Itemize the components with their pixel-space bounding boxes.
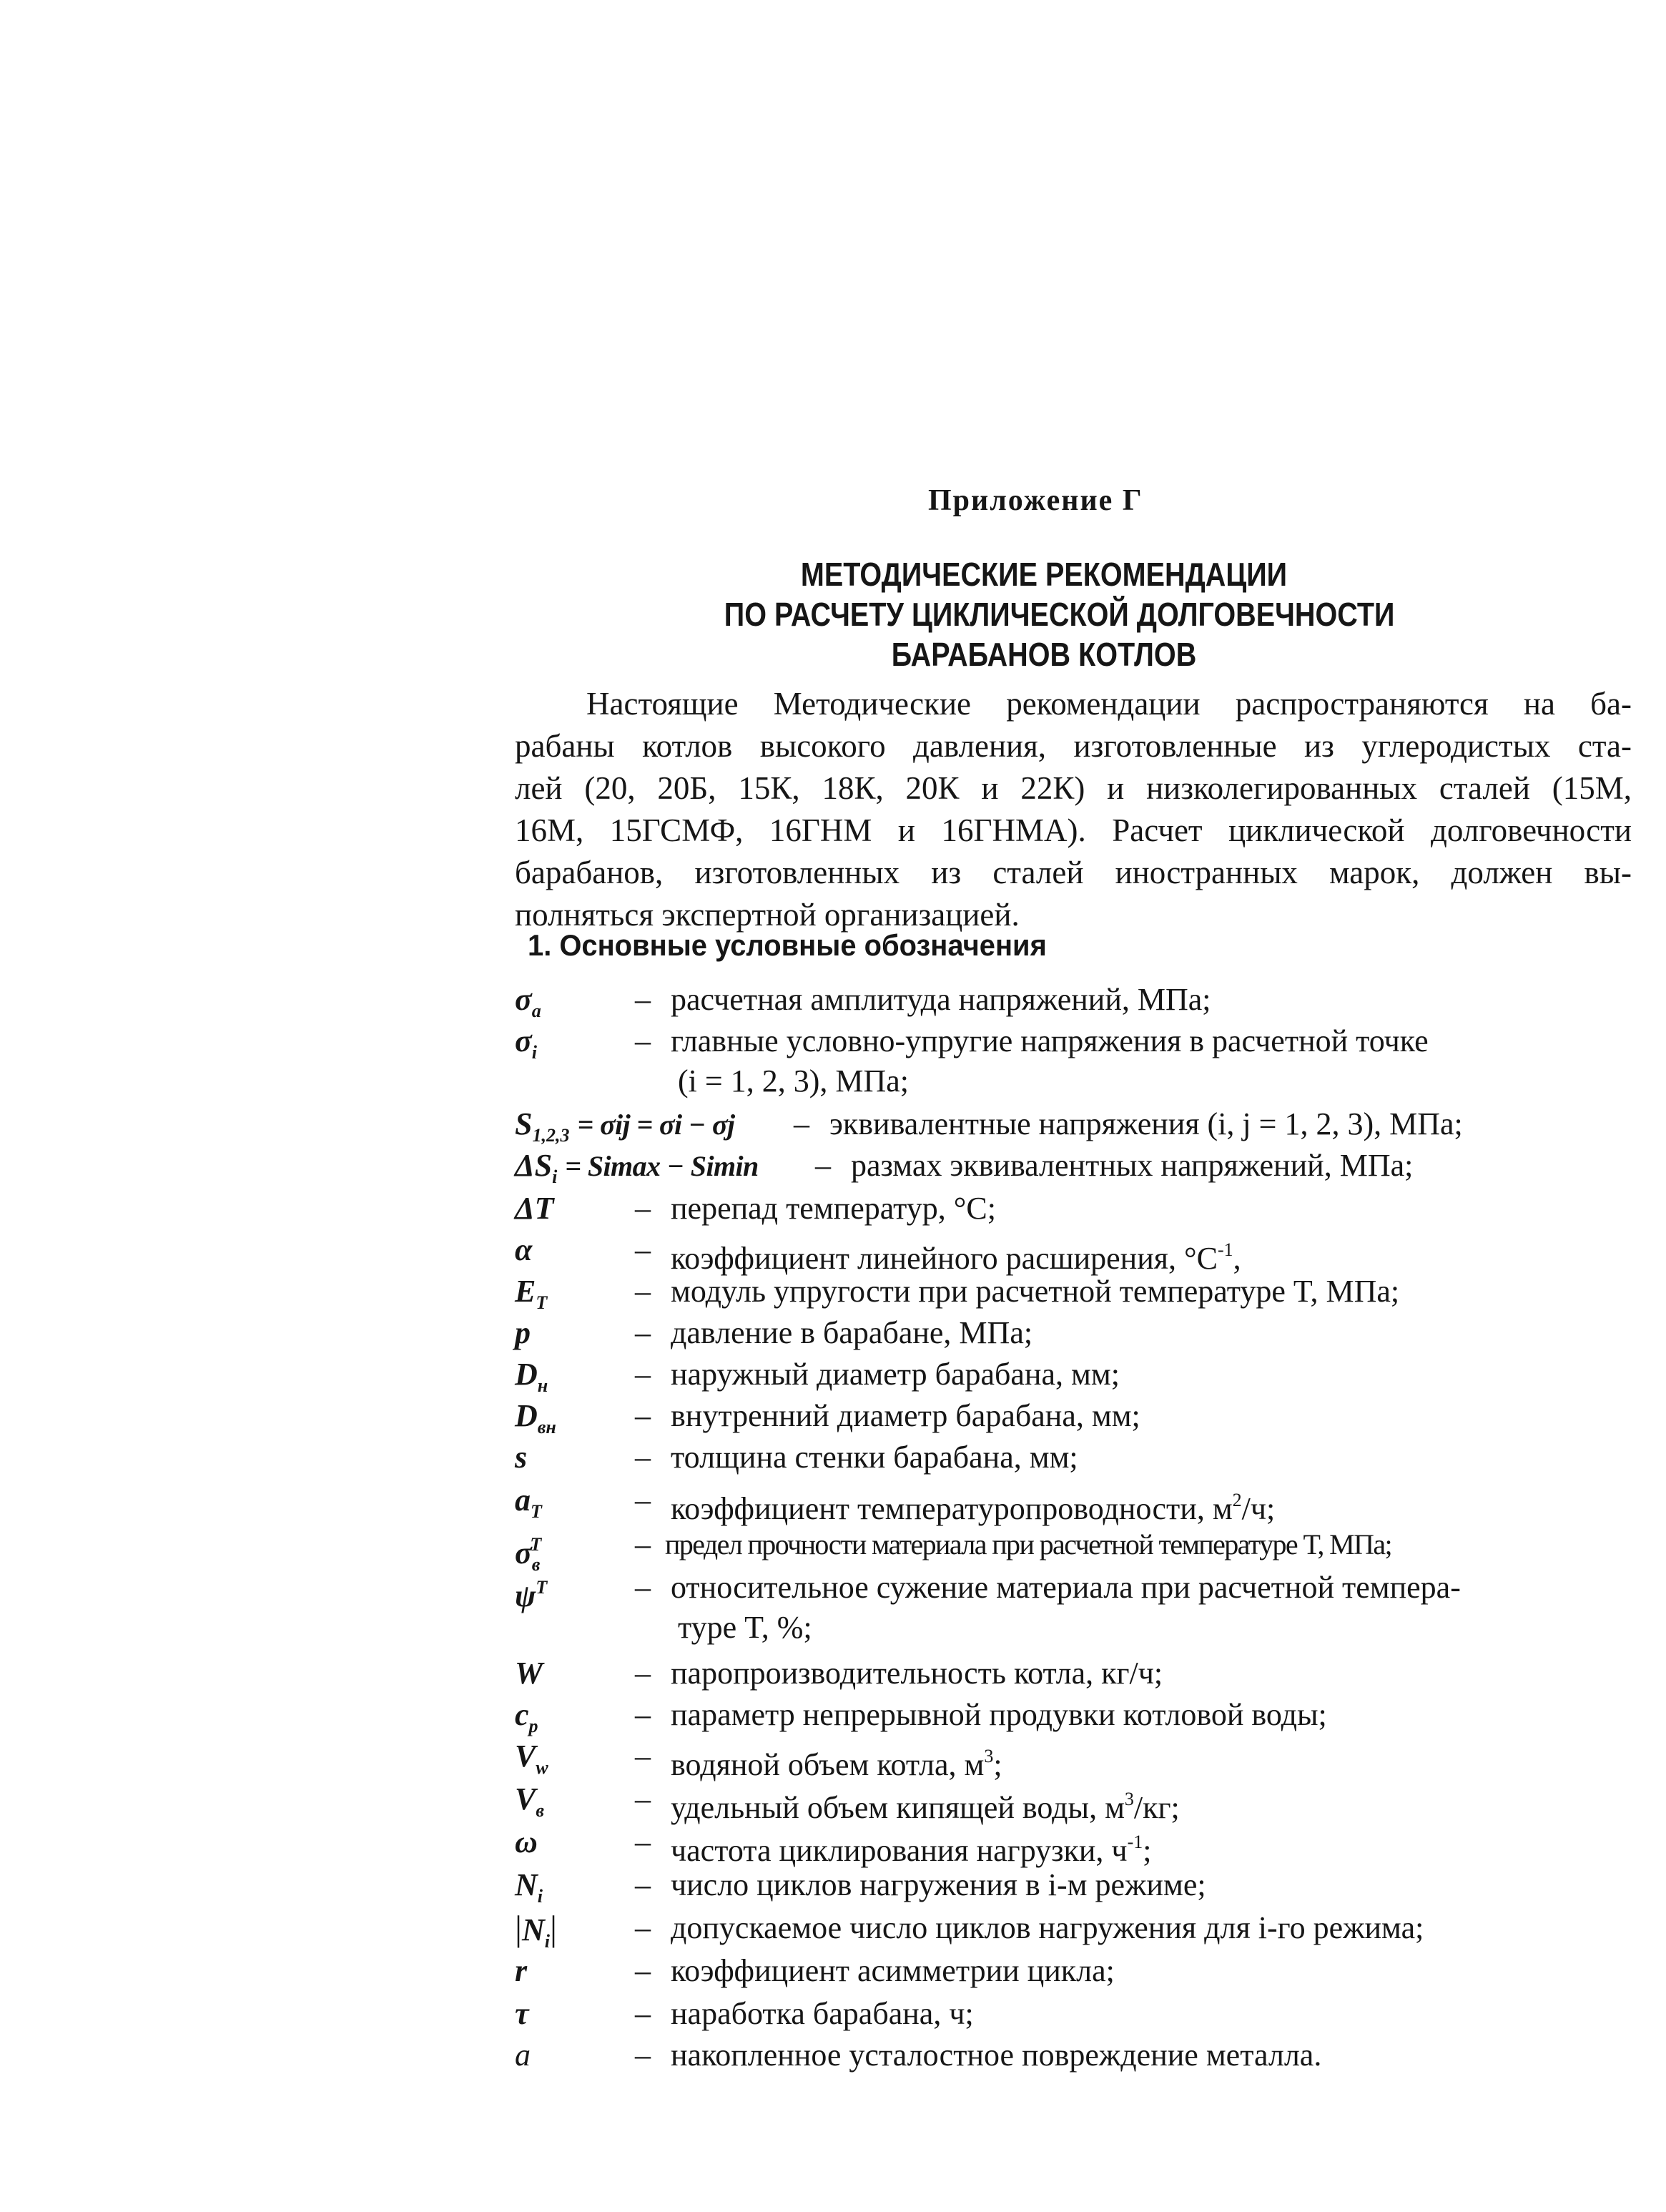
def-symbol: $\sigma_в^T$ <box>515 1534 542 1575</box>
def-symbol: $V_в$ <box>515 1781 544 1821</box>
def-description: параметр непрерывной продувки котловой воды; <box>671 1697 1327 1732</box>
def-description: наружный диаметр барабана, мм; <box>671 1357 1120 1392</box>
def-description: коэффициент температуропроводности, $м^2/ч$; <box>671 1490 1276 1526</box>
intro-line-3: лей (20, 20Б, 15К, 18К, 20К и 22К) и низколегированных сталей (15М, <box>515 770 1632 806</box>
intro-line-2: рабаны котлов высокого давления, изготовленные из углеродистых ста- <box>515 728 1632 764</box>
def-dash: – <box>635 1398 651 1433</box>
def-description: коэффициент асимметрии цикла; <box>671 1953 1115 1988</box>
def-symbol: $c_p$ <box>515 1697 538 1736</box>
def-description: размах эквивалентных напряжений, МПа; <box>851 1148 1414 1183</box>
intro-paragraph <box>515 683 1632 936</box>
def-description: давление в барабане, МПа; <box>671 1315 1033 1350</box>
def-symbol: ΔT <box>515 1191 554 1226</box>
document-title <box>724 554 1395 674</box>
def-dash: – <box>635 1570 651 1605</box>
def-dash: – <box>635 1191 651 1226</box>
def-dash: – <box>635 1867 651 1902</box>
def-dash: – <box>635 1023 651 1058</box>
def-symbol: a <box>515 2038 531 2073</box>
appendix-label: Приложение Г <box>928 484 1143 517</box>
def-description: число циклов нагружения в i-м режиме; <box>671 1867 1206 1902</box>
section-heading: 1. Основные условные обозначения <box>528 928 1047 962</box>
def-description: главные условно-упругие напряжения в расчетной точке <box>671 1023 1429 1058</box>
def-dash: – <box>635 1697 651 1732</box>
def-dash: – <box>635 1315 651 1350</box>
def-symbol: $a_T$ <box>515 1483 542 1522</box>
def-dash: – <box>794 1106 809 1141</box>
def-symbol: r <box>515 1953 528 1988</box>
title-line-3: БАРАБАНОВ КОТЛОВ <box>891 636 1197 673</box>
def-description: расчетная амплитуда напряжений, МПа; <box>671 982 1211 1017</box>
def-symbol: $\Delta S_i = Simax - Simin$ <box>515 1148 759 1187</box>
def-description: перепад температур, °С; <box>671 1191 996 1226</box>
def-dash: – <box>635 1274 651 1309</box>
def-description-continued: (i = 1, 2, 3), МПа; <box>678 1063 909 1098</box>
def-dash: – <box>635 1357 651 1392</box>
intro-line-6: полняться экспертной организацией. <box>515 897 1020 933</box>
def-dash: – <box>635 1232 651 1267</box>
intro-line-5: барабанов, изготовленных из сталей иностранных марок, должен вы- <box>515 855 1632 890</box>
def-dash: – <box>635 1824 651 1859</box>
def-dash: – <box>815 1148 831 1183</box>
def-description: эквивалентные напряжения (i, j = 1, 2, 3), МПа; <box>829 1106 1463 1141</box>
def-dash: – <box>635 1953 651 1988</box>
def-symbol: $\sigma_a$ <box>515 982 541 1021</box>
def-symbol: ω <box>515 1824 538 1859</box>
def-symbol: $S_{1,2,3} = \sigma ij = \sigma i - \sigma j$ <box>515 1106 735 1146</box>
def-symbol: τ <box>515 1996 529 2031</box>
def-dash: – <box>635 1483 651 1518</box>
def-description: относительное сужение материала при расчетной темпера- <box>671 1570 1461 1605</box>
def-symbol: $\sigma_i$ <box>515 1023 537 1063</box>
def-description: накопленное усталостное повреждение металла. <box>671 2038 1322 2073</box>
def-description: предел прочности материала при расчетной температуре T, МПа; <box>665 1528 1392 1560</box>
def-symbol: $D_{вн}$ <box>515 1398 556 1437</box>
def-dash: – <box>635 1527 651 1562</box>
def-description: паропроизводительность котла, кг/ч; <box>671 1656 1163 1691</box>
def-dash: – <box>635 1739 651 1774</box>
def-symbol: $\psi^T$ <box>515 1577 548 1613</box>
def-description: наработка барабана, ч; <box>671 1996 974 2031</box>
def-dash: – <box>635 1781 651 1817</box>
title-line-2: ПО РАСЧЕТУ ЦИКЛИЧЕСКОЙ ДОЛГОВЕЧНОСТИ <box>724 596 1395 633</box>
def-symbol: $D_н$ <box>515 1357 548 1396</box>
def-description: внутренний диаметр барабана, мм; <box>671 1398 1140 1433</box>
def-dash: – <box>635 1656 651 1691</box>
def-symbol: s <box>515 1440 528 1475</box>
def-symbol: $|N_i|$ <box>515 1908 558 1952</box>
def-description: удельный объем кипящей воды, $м^3/кг$; <box>671 1789 1180 1825</box>
def-dash: – <box>635 2038 651 2073</box>
def-dash: – <box>635 1910 651 1945</box>
title-line-1: МЕТОДИЧЕСКИЕ РЕКОМЕНДАЦИИ <box>800 556 1288 593</box>
def-dash: – <box>635 982 651 1017</box>
def-description: водяной объем котла, $м^3$; <box>671 1746 1002 1782</box>
def-symbol: $V_w$ <box>515 1739 548 1778</box>
def-symbol: $E_T$ <box>515 1274 548 1313</box>
def-description: толщина стенки барабана, мм; <box>671 1440 1078 1475</box>
def-description-continued: туре T, %; <box>678 1610 812 1645</box>
def-symbol: p <box>515 1315 531 1350</box>
def-description: коэффициент линейного расширения, $^\circ С^{-1}$, <box>671 1239 1241 1276</box>
def-description: модуль упругости при расчетной температуре T, МПа; <box>671 1274 1400 1309</box>
def-description: допускаемое число циклов нагружения для i-го режима; <box>671 1910 1424 1945</box>
def-symbol: $N_i$ <box>515 1867 543 1907</box>
def-description: частота циклирования нагрузки, $ч^{-1}$; <box>671 1832 1152 1868</box>
intro-line-4: 16М, 15ГСМФ, 16ГНМ и 16ГНМА). Расчет циклической долговечности <box>515 812 1632 848</box>
def-symbol: W <box>515 1656 543 1691</box>
def-symbol: α <box>515 1232 533 1267</box>
intro-line-1: Настоящие Методические рекомендации распространяются на ба- <box>586 686 1632 722</box>
def-dash: – <box>635 1996 651 2031</box>
def-dash: – <box>635 1440 651 1475</box>
